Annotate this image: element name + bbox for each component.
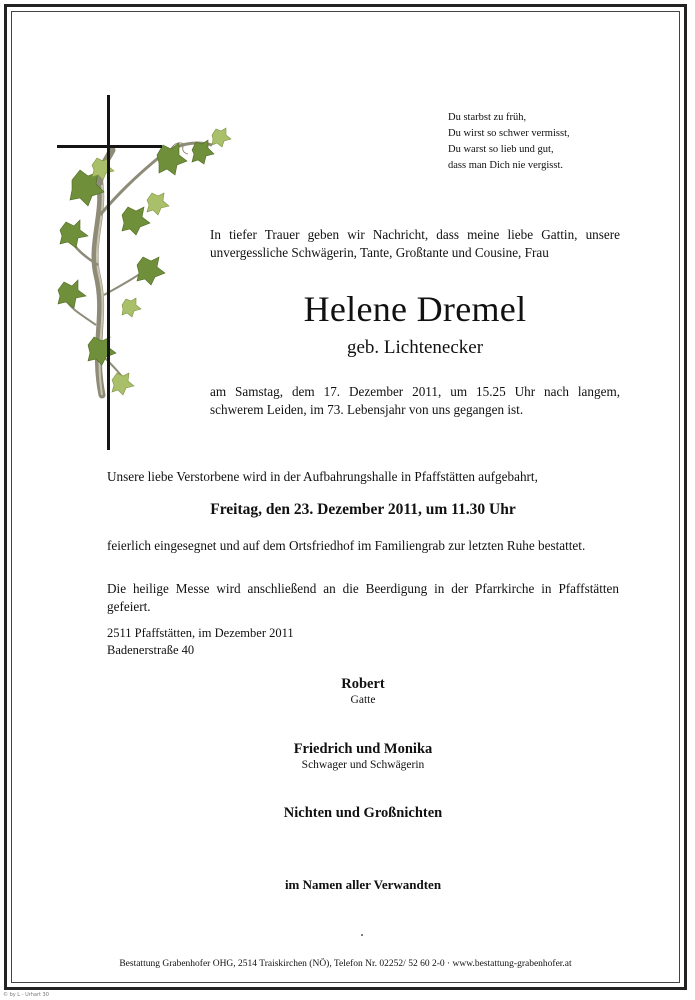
mourner-entry: [107, 804, 619, 822]
mourner-relation: Schwager und Schwägerin: [301, 759, 425, 771]
poem-line: Du wirst so schwer vermisst,: [448, 128, 570, 139]
mourner-entry: [107, 740, 619, 773]
poem-line: dass man Dich nie vergisst.: [448, 160, 563, 171]
mourner-name: Friedrich und Monika: [293, 741, 433, 757]
funeral-date: Freitag, den 23. Dezember 2011, um 11.30 Uhr: [210, 501, 516, 518]
address-block: [107, 625, 294, 659]
birth-name: geb. Lichtenecker: [346, 337, 484, 358]
poem: [448, 110, 570, 174]
mourner-name: Robert: [341, 676, 385, 692]
mourner-relation: Gatte: [350, 694, 376, 706]
burial-text: feierlich eingesegnet und auf dem Ortsfriedhof im Familiengrab zur letzten Ruhe bestattet.: [107, 538, 586, 553]
place-date: 2511 Pfaffstätten, im Dezember 2011: [107, 626, 294, 640]
street-address: Badenerstraße 40: [107, 643, 195, 657]
mass-text: Die heilige Messe wird anschließend an die Beerdigung in der Pfarrkirche in Pfaffstätten gefeiert.: [107, 581, 619, 614]
mourner-name: im Namen aller Verwandten: [284, 877, 442, 892]
separator-dot: [361, 934, 363, 936]
poem-line: Du warst so lieb und gut,: [448, 144, 554, 155]
deceased-name: Helene Dremel: [303, 289, 527, 329]
grapevine-icon: [58, 128, 231, 395]
mourner-name: Nichten und Großnichten: [283, 805, 443, 821]
laid-out-text: Unsere liebe Verstorbene wird in der Aufbahrungshalle in Pfaffstätten aufgebahrt,: [107, 469, 538, 484]
announcement-intro: In tiefer Trauer geben wir Nachricht, dass meine liebe Gattin, unsere unvergessliche Schwägerin, Tante, Großtante und Cousine, Frau: [210, 227, 620, 260]
corner-tag: © by L - Urhart 30: [3, 992, 49, 998]
death-details: am Samstag, dem 17. Dezember 2011, um 15.25 Uhr nach langem, schwerem Leiden, im 73. Lebensjahr von uns gegangen ist.: [210, 384, 620, 417]
mourner-entry: [107, 675, 619, 708]
mourner-entry: [107, 876, 619, 894]
poem-line: Du starbst zu früh,: [448, 112, 527, 123]
footer-funeral-home: Bestattung Grabenhofer OHG, 2514 Traiskirchen (NÖ), Telefon Nr. 02252/ 52 60 2-0 · www.bestattung-grabenhofer.at: [119, 959, 572, 969]
